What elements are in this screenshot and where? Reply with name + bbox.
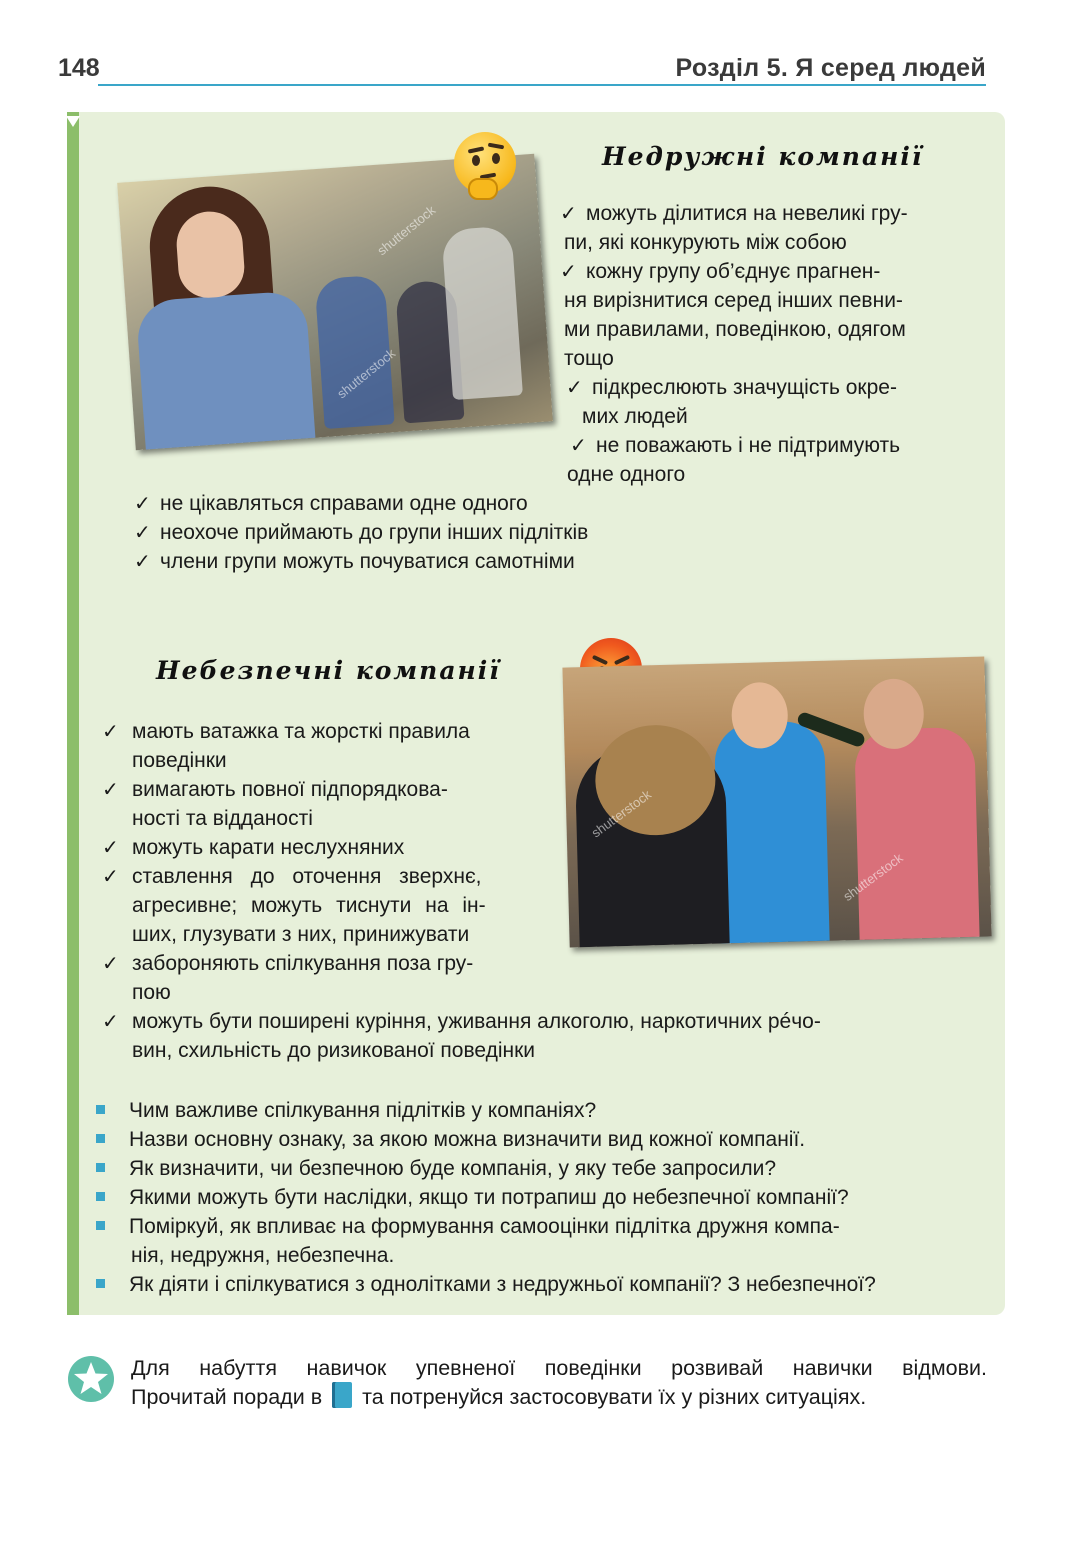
list-item-continuation: пою bbox=[132, 981, 171, 1004]
panel-marker-icon bbox=[66, 116, 80, 127]
list-item-continuation: ших, глузувати з них, принижувати bbox=[132, 923, 470, 946]
checkmark-icon: ✓ bbox=[134, 522, 151, 544]
tip-line-1: Для набуття навичок упевненої поведінки розвивай навички відмови. bbox=[131, 1356, 987, 1380]
panel-side-bar bbox=[67, 112, 79, 1315]
unfriendly-heading: Недружні компанії bbox=[602, 142, 924, 171]
list-item: ✓ члени групи можуть почуватися самотніми bbox=[134, 547, 575, 577]
list-item: ✓ кожну групу об’єднує прагнен- bbox=[560, 257, 985, 287]
checkmark-icon: ✓ bbox=[560, 203, 577, 225]
photo-watermark: shutterstock bbox=[840, 850, 906, 904]
bullet-square-icon bbox=[96, 1163, 105, 1172]
question-item: Чим важливе спілкування підлітків у компаніях? bbox=[96, 1097, 596, 1125]
list-item-continuation: пи, які конкурують між собою bbox=[564, 231, 847, 254]
section-title: Розділ 5. Я серед людей bbox=[675, 54, 986, 82]
list-item: ✓ забороняють спілкування поза гру- bbox=[102, 949, 473, 979]
list-item: ✓ можуть бути поширені куріння, уживання алкоголю, наркотичних рéчо- bbox=[102, 1007, 821, 1037]
list-item-continuation: одне одного bbox=[567, 463, 686, 486]
dangerous-company-photo bbox=[562, 657, 991, 948]
list-item-continuation: агресивне; можуть тиснути на ін- bbox=[132, 894, 486, 917]
checkmark-icon: ✓ bbox=[134, 551, 151, 573]
checkmark-icon: ✓ bbox=[134, 493, 151, 515]
checkmark-icon: ✓ bbox=[102, 953, 119, 975]
list-item: ✓ підкреслюють значущість окре- bbox=[566, 373, 897, 403]
bullet-square-icon bbox=[96, 1105, 105, 1114]
star-badge-icon bbox=[66, 1354, 116, 1404]
workbook-icon bbox=[332, 1382, 352, 1408]
list-item: ✓ вимагають повної підпорядкова- bbox=[102, 775, 538, 805]
list-item-continuation: ня вирізнитися серед інших певни- bbox=[564, 289, 903, 312]
dangerous-heading: Небезпечні компанії bbox=[156, 656, 501, 685]
checkmark-icon: ✓ bbox=[566, 377, 583, 399]
list-item: ✓ неохоче приймають до групи інших підлітків bbox=[134, 518, 588, 548]
tip-line-2: Прочитай поради в та потренуйся застосовувати їх у різних ситуаціях. bbox=[131, 1383, 987, 1412]
thinking-face-icon bbox=[454, 132, 516, 194]
photo-watermark: shutterstock bbox=[588, 786, 654, 841]
list-item-continuation: ності та відданості bbox=[132, 807, 313, 830]
list-item: ✓ не поважають і не підтримують bbox=[570, 431, 900, 461]
bullet-square-icon bbox=[96, 1192, 105, 1201]
question-item: Як діяти і спілкуватися з однолітками з недружньої компанії? З небезпечної? bbox=[96, 1271, 876, 1299]
list-item-continuation: вин, схильність до ризикованої поведінки bbox=[132, 1039, 536, 1062]
checkmark-icon: ✓ bbox=[102, 866, 119, 888]
list-item-continuation: мих людей bbox=[582, 405, 688, 428]
list-item-continuation: поведінки bbox=[132, 749, 227, 772]
list-item-continuation: тощо bbox=[564, 347, 614, 370]
checkmark-icon: ✓ bbox=[570, 435, 587, 457]
checkmark-icon: ✓ bbox=[102, 837, 119, 859]
question-item: Назви основну ознаку, за якою можна визначити вид кожної компанії. bbox=[96, 1126, 805, 1154]
bullet-square-icon bbox=[96, 1221, 105, 1230]
checkmark-icon: ✓ bbox=[560, 261, 577, 283]
photo-watermark: shutterstock bbox=[374, 202, 439, 259]
header-divider bbox=[98, 84, 986, 86]
question-item: Якими можуть бути наслідки, якщо ти потрапиш до небезпечної компанії? bbox=[96, 1184, 849, 1212]
question-item: Як визначити, чи безпечною буде компанія, у яку тебе запросили? bbox=[96, 1155, 776, 1183]
list-item: ✓ не цікавляться справами одне одного bbox=[134, 489, 528, 519]
question-item-continuation: нія, недружня, небезпечна. bbox=[131, 1244, 395, 1267]
bullet-square-icon bbox=[96, 1134, 105, 1143]
checkmark-icon: ✓ bbox=[102, 779, 119, 801]
list-item: ✓ можуть ділитися на невеликі гру- bbox=[560, 199, 985, 229]
page-number: 148 bbox=[58, 54, 100, 82]
list-item: ✓ можуть карати неслухняних bbox=[102, 833, 404, 863]
tip-text bbox=[131, 1354, 987, 1412]
checkmark-icon: ✓ bbox=[102, 1011, 119, 1033]
photo-watermark: shutterstock bbox=[334, 345, 399, 402]
list-item: ✓ мають ватажка та жорсткі правила bbox=[102, 717, 470, 747]
bullet-square-icon bbox=[96, 1279, 105, 1288]
question-item: Поміркуй, як впливає на формування самооцінки підлітка дружня компа- bbox=[96, 1213, 840, 1241]
checkmark-icon: ✓ bbox=[102, 721, 119, 743]
list-item: ✓ ставлення до оточення зверхнє, bbox=[102, 862, 482, 892]
list-item-continuation: ми правилами, поведінкою, одягом bbox=[564, 318, 906, 341]
